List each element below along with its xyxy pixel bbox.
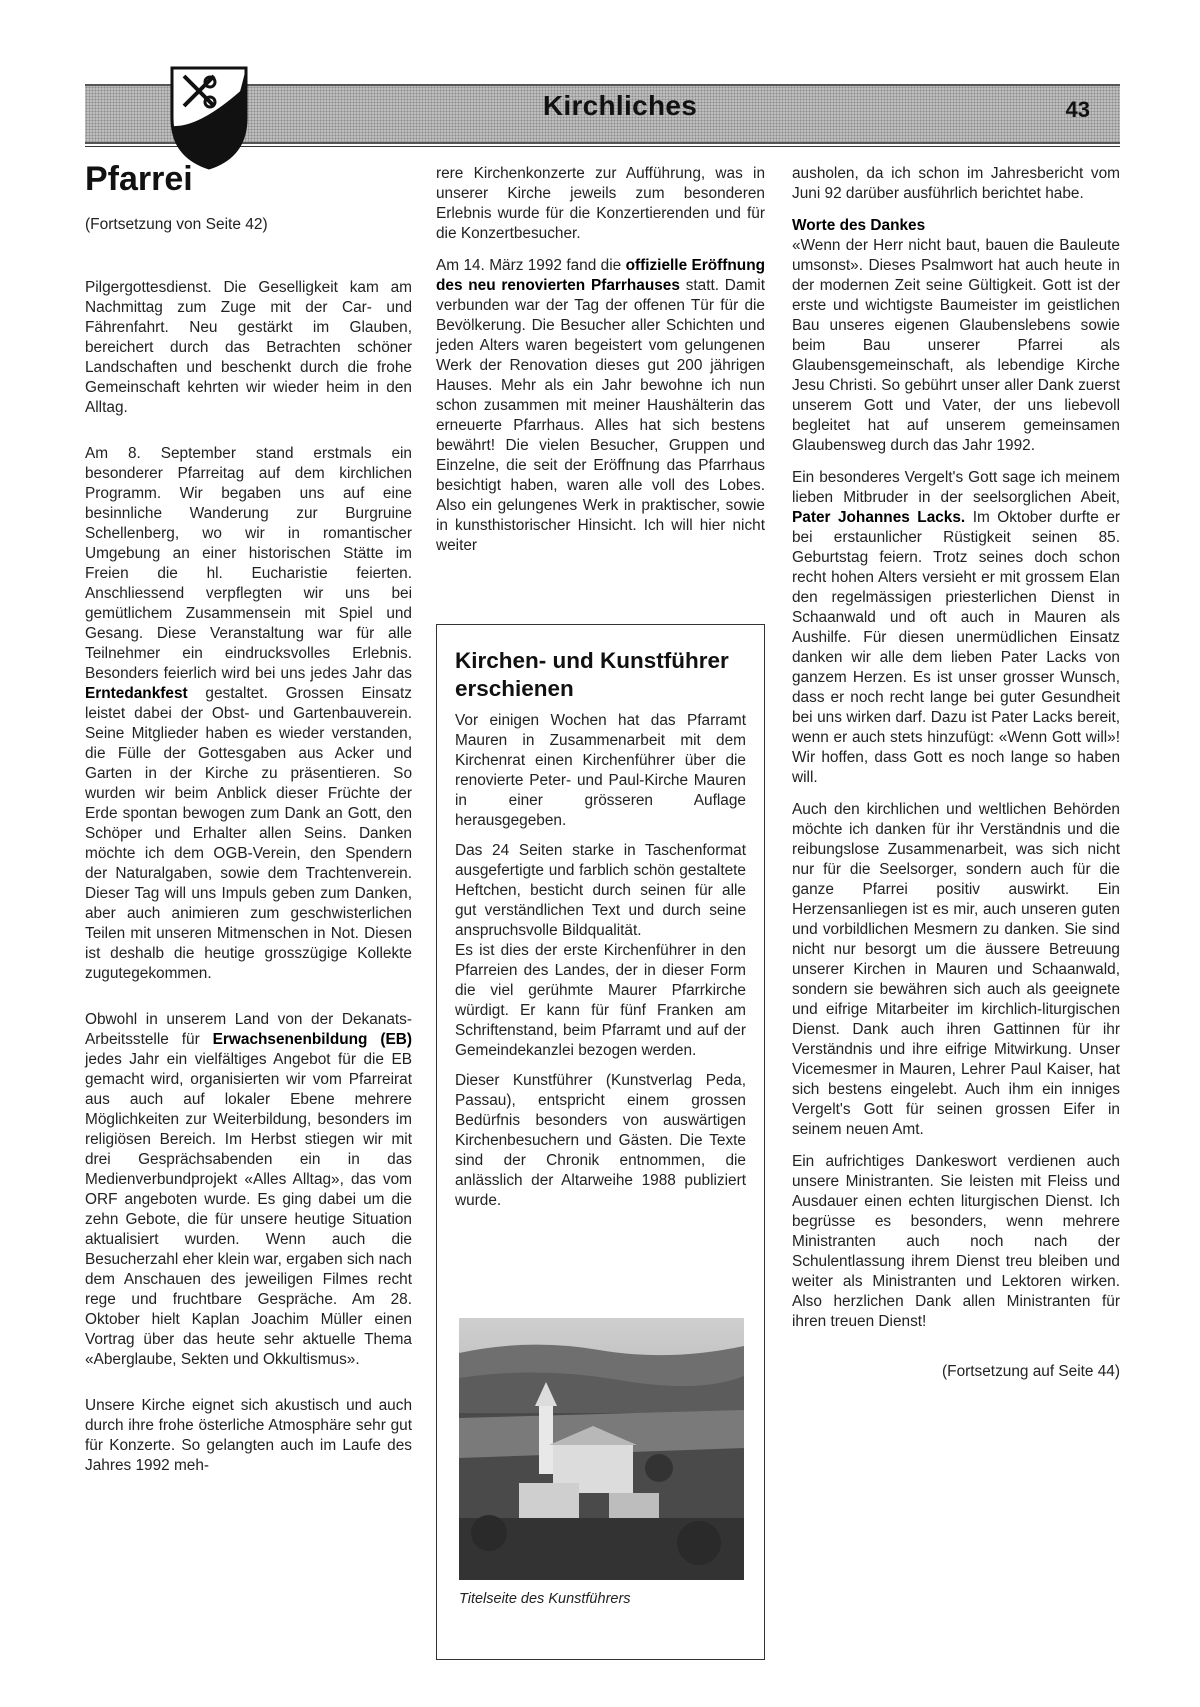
church-photo <box>459 1318 744 1580</box>
continuation-note: (Fortsetzung auf Seite 44) <box>942 1363 1120 1380</box>
page-number: 43 <box>1065 97 1090 122</box>
column-2 <box>436 164 765 568</box>
highlight-term: Erwachsenenbildung (EB) <box>212 1031 412 1048</box>
paragraph: Das 24 Seiten starke in Taschenformat ausgefertigte und farblich schön gestaltete Heftchen, besticht durch seinen für alle gut verständlichen Text und durch seine anspruchsvolle Bildqualität. <box>455 842 746 939</box>
paragraph: ausholen, da ich schon im Jahresbericht vom Juni 92 darüber ausführlich berichtet habe. <box>792 165 1120 202</box>
sidebar-article-box <box>436 624 765 1660</box>
column-1 <box>85 278 412 1488</box>
paragraph: Obwohl in unserem Land von der Dekanats-Arbeitsstelle für Erwachsenenbildung (EB) jedes Jahr ein vielfältiges Angebot für die EB gemacht wird, organisierten wir vom Pfarreirat aus auch auf lokaler Ebene mehrere Möglichkeiten zur Weiterbildung, besonders im religiösen Bereich. Im Herbst stiegen wir mit drei Gesprächsabenden ein in das Medienverbundprojekt «Alles Alltag», das vom ORF angeboten wurde. Es ging dabei um die zehn Gebote, die für unsere heutige Situation aktualisiert wurden. Wenn auch die Besucherzahl eher klein war, ergaben sich nach dem Anschauen des jeweiligen Filmes recht rege und fruchtbare Gespräche. Am 28. Oktober hielt Kaplan Joachim Müller einen Vortrag über das heute sehr aktuelle Thema «Aberglaube, Sekten und Okkultismus». <box>85 1011 412 1368</box>
parish-coat-of-arms-icon <box>170 66 248 170</box>
photo-caption: Titelseite des Kunstführers <box>459 1591 631 1607</box>
paragraph: Auch den kirchlichen und weltlichen Behörden möchte ich danken für ihr Verständnis und die reibungslose Zusammenarbeit, was sich nicht nur für die Seelsorger, sondern auch für die ganze Pfarrei positiv auswirkt. Ein Herzensanliegen ist es mir, auch unseren guten und vorbildlichen Mesmern zu danken. Sie sind nicht nur besorgt um die äussere Betreuung unserer Kirchen in Mauren und Schaanwald, sondern sie bewähren sich auch als geeignete und eifrige Mitarbeiter im kirchlich-liturgischen Dienst. Dank auch ihren Gattinnen für ihr Verständnis und ihre eifrige Mitwirkung. Unser Vicemesmer in Mauren, Lehrer Paul Kaiser, hat sich bestens eingelebt. Auch ihm ein inniges Vergelt's Gott für seinen grossen Eifer in seinem neuen Amt. <box>792 801 1120 1138</box>
subheading: Worte des Dankes <box>792 217 926 234</box>
paragraph: Am 8. September stand erstmals ein besonderer Pfarreitag auf dem kirchlichen Programm. Wir begaben uns auf eine besinnliche Wanderung zur Burgruine Schellenberg, wo wir in romantischer Umgebung an einer historischen Stätte im Freien die hl. Eucharistie feierten. Anschliessend verpflegten wir uns bei gemütlichem Zusammensein mit Spiel und Gesang. Diese Veranstaltung war für alle Teilnehmer ein eindrucksvolles Erlebnis. Besonders feierlich wird bei uns jedes Jahr das Erntedankfest gestaltet. Grossen Einsatz leistet dabei der Obst- und Gartenbauverein. Seine Mitglieder haben es wieder verstanden, die Fülle der Gottesgaben aus Acker und Garten in der Kirche zu präsentieren. So wurden wir beim Anblick dieser Früchte der Erde spontan bewogen zum Dank an Gott, den Schöper und Erhalter allen Seins. Danken möchte ich dem OGB-Verein, den Spendern der Naturalgaben, sowie dem Trachtenverein. Dieser Tag will uns Impuls geben zum Danken, aber auch animieren zum geschwisterlichen Teilen mit unseren Mitmenschen in Not. Diesen ist deshalb die heutige grosszügige Kollekte zugutegekommen. <box>85 445 412 982</box>
paragraph: Am 14. März 1992 fand die offizielle Eröffnung des neu renovierten Pfarrhauses statt. Damit verbunden war der Tag der offenen Tür für die Bevölkerung. Die Besucher aller Schichten und jeden Alters waren begeistert vom gelungenen Werk der Renovation dieses gut 200 jährigen Hauses. Mehr als ein Jahr bewohne ich nun schon zusammen mit meiner Haushälterin das erneuerte Pfarrhaus. Alles hat sich bestens bewährt! Die vielen Besucher, Gruppen und Einzelne, die seit der Eröffnung das Pfarrhaus besichtigt haben, waren alle voll des Lobes. Also ein gelungenes Werk in praktischer, sowie in kunsthistorischer Hinsicht. Ich will hier nicht weiter <box>436 257 766 554</box>
paragraph: Ein aufrichtiges Dankeswort verdienen auch unsere Ministranten. Sie leisten mit Fleiss und Ausdauer einen echten liturgischen Dienst. Ich begrüsse es besonders, wenn mehrere Ministranten auch noch nach der Schulentlassung ihrem Dienst treu bleiben und weiter als Ministranten und Lektoren wirken. Also herzlichen Dank allen Ministranten für ihren treuen Dienst! <box>792 1153 1120 1330</box>
column-3 <box>792 164 1120 1394</box>
paragraph: Es ist dies der erste Kirchenführer in den Pfarreien des Landes, der in dieser Form die viel gerühmte Maurer Pfarrkirche würdigt. Er kann für fünf Franken am Schriftenstand, beim Pfarramt und auf der Gemeindekanzlei bezogen werden. <box>455 942 746 1059</box>
box-title: Kirchen- und Kunstführer erschienen <box>455 648 729 701</box>
article-subtitle: (Fortsetzung von Seite 42) <box>85 216 268 233</box>
highlight-term: Erntedankfest <box>85 685 188 702</box>
paragraph: Vor einigen Wochen hat das Pfarramt Mauren in Zusammenarbeit mit dem Kirchenrat einen Kirchenführer über die renovierte Peter- und Paul-Kirche Mauren in einer grösseren Auflage herausgegeben. <box>455 712 746 829</box>
highlight-term: offizielle Eröffnung des neu renovierten Pfarrhauses <box>436 257 766 294</box>
paragraph: Pilgergottesdienst. Die Geselligkeit kam am Nachmittag zum Zuge mit der Car- und Fährenfahrt. Neu gestärkt im Glauben, bereichert durch das Betrachten schöner Landschaften und beschenkt durch die frohe Gemeinschaft kehrten wir wieder heim in den Alltag. <box>85 279 412 416</box>
section-title: Kirchliches <box>542 90 698 121</box>
paragraph: Dieser Kunstführer (Kunstverlag Peda, Passau), entspricht einem grossen Bedürfnis besonders von auswärtigen Kirchenbesuchern und Gästen. Die Texte sind der Chronik entnommen, die anlässlich der Altarweihe 1988 publiziert wurde. <box>455 1072 746 1209</box>
paragraph: Unsere Kirche eignet sich akustisch und auch durch ihre frohe österliche Atmosphäre sehr gut für Konzerte. So gelangten auch im Laufe des Jahres 1992 meh- <box>85 1397 412 1474</box>
highlight-term: Pater Johannes Lacks. <box>792 509 966 526</box>
paragraph: rere Kirchenkonzerte zur Aufführung, was in unserer Kirche jeweils zum besonderen Erlebnis wurde für die Konzertierenden und für die Konzertbesucher. <box>436 165 765 242</box>
paragraph: «Wenn der Herr nicht baut, bauen die Bauleute umsonst». Dieses Psalmwort hat auch heute in der modernen Zeit seine Gültigkeit. Gott ist der erste und wichtigste Baumeister im geistlichen Bau unseres eigenen Glaubenslebens sowie beim Bau unserer Pfarrei als Glaubensgemeinschaft, als lebendige Kirche Jesu Christi. So gebührt unser aller Dank zuerst unserem Gott und Vater, der uns liebevoll begleitet hat auf unserem gemeinsamen Glaubensweg durch das Jahr 1992. <box>792 237 1120 454</box>
paragraph: Ein besonderes Vergelt's Gott sage ich meinem lieben Mitbruder in der seelsorglichen Abeit, Pater Johannes Lacks. Im Oktober durfte er bei erstaunlicher Rüstigkeit seinen 85. Geburtstag feiern. Trotz seines doch schon recht hohen Alters versieht er mit grossem Elan den regelmässigen priesterlichen Dienst in Schaanwald und oft auch in Mauren als Aushilfe. Für diesen unermüdlichen Einsatz danken wir alle dem lieben Pater Lacks von ganzem Herzen. Es ist unser grosser Wunsch, dass er noch recht lange bei guter Gesundheit bei uns wirken darf. Dazu ist Pater Lacks bereit, wenn er auch stets hinzufügt: «Wenn Gott will»! Wir hoffen, dass Gott es noch lange so haben will. <box>792 469 1120 786</box>
article-title: Pfarrei <box>85 160 193 198</box>
